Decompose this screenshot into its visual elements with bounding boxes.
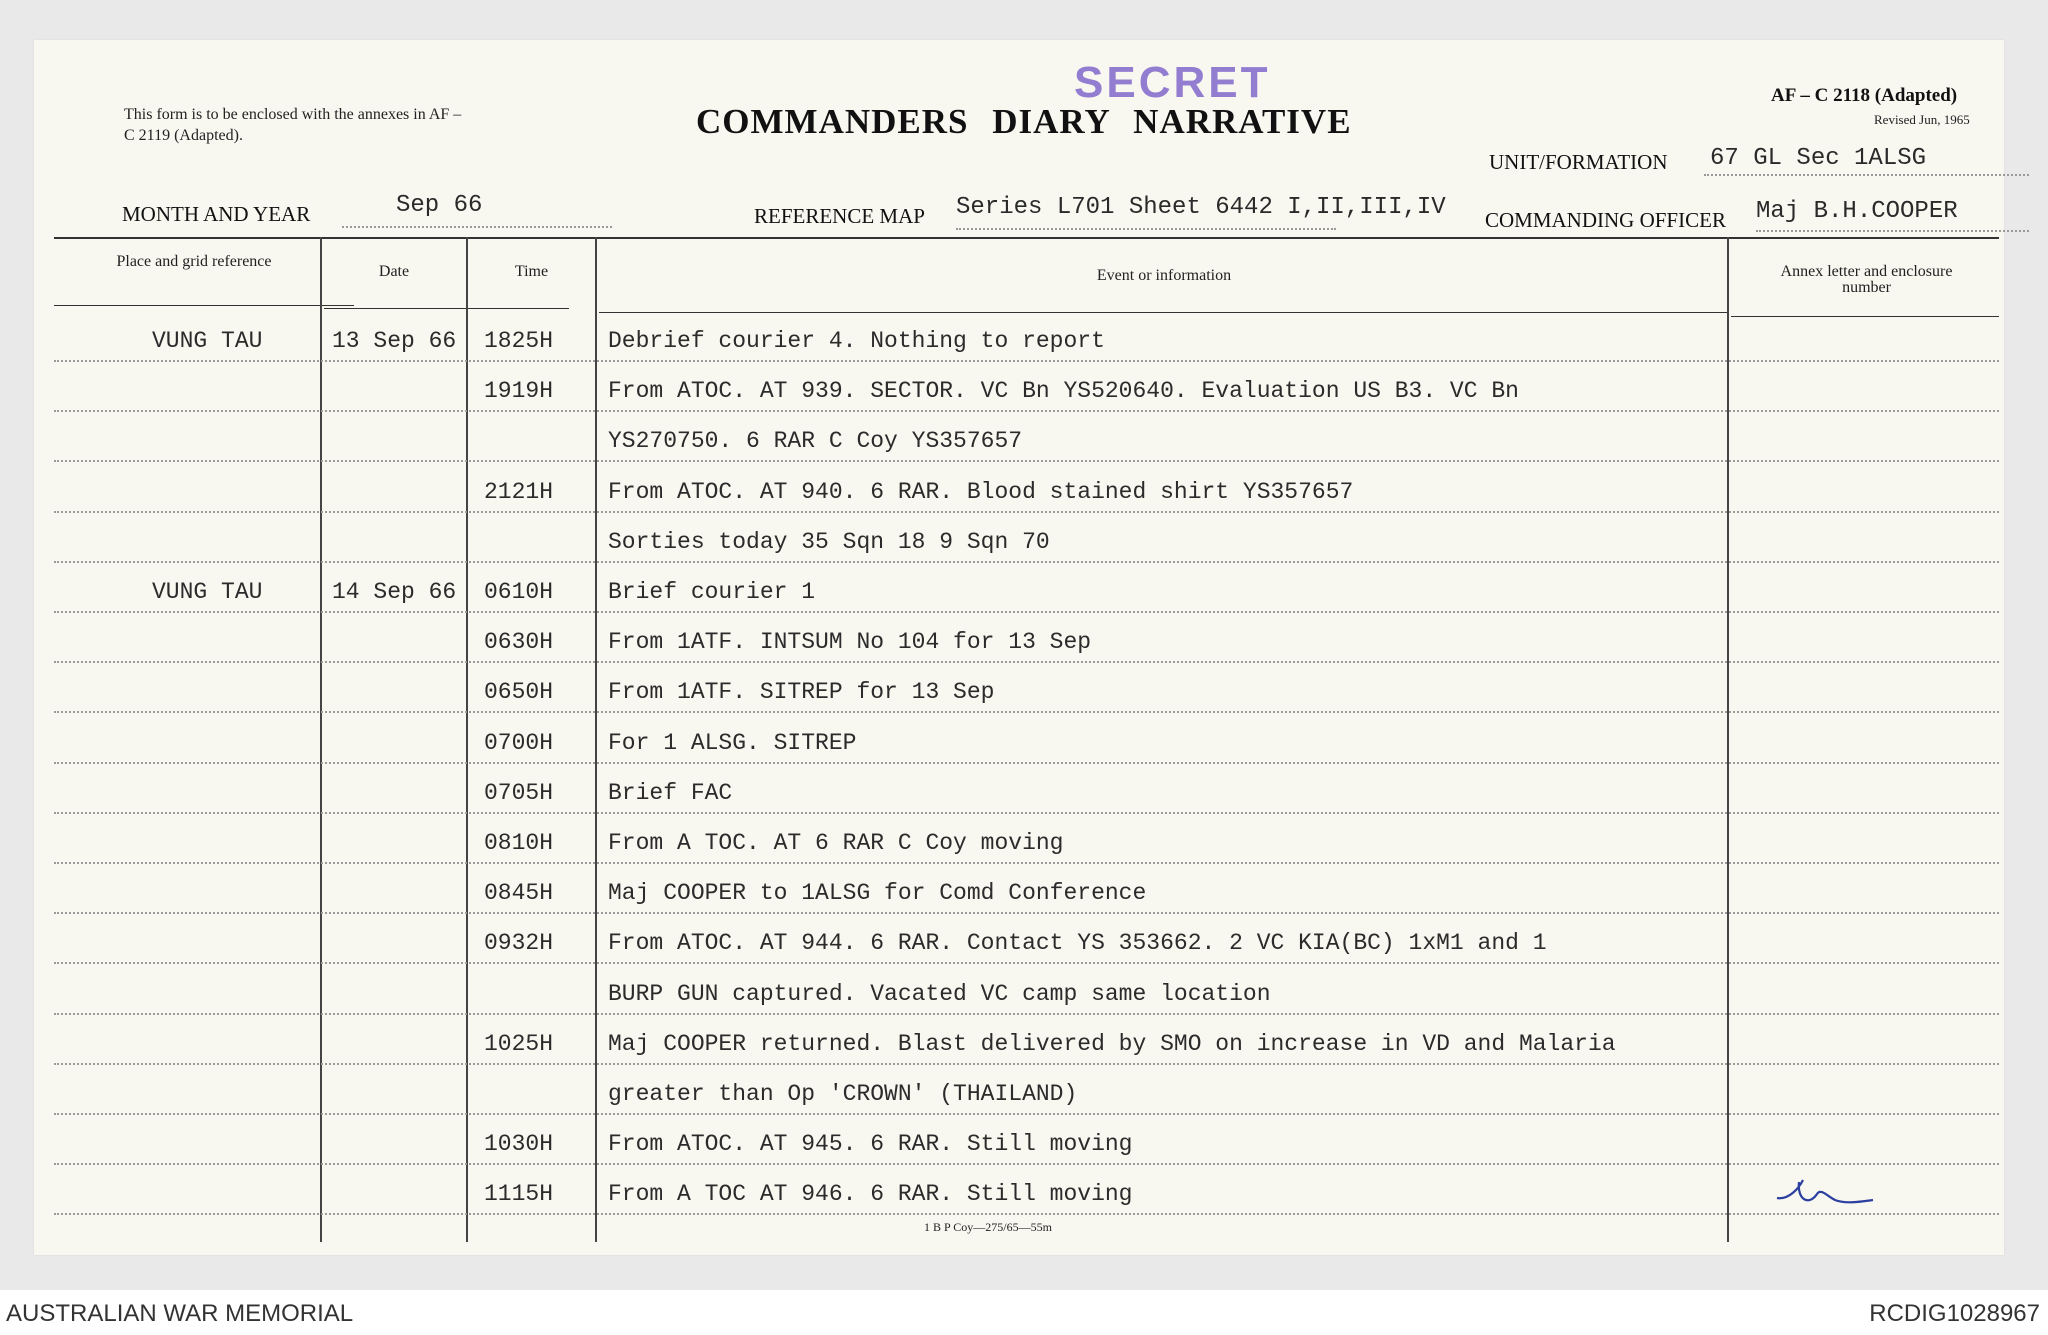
header-rule-annex: [1731, 316, 1999, 317]
revised-date: Revised Jun, 1965: [1874, 112, 1970, 127]
row-event: Sorties today 35 Sqn 18 9 Sqn 70: [608, 529, 1050, 555]
unit-underline: [1704, 174, 2029, 176]
row-place: VUNG TAU: [152, 579, 263, 605]
archive-id: RCDIG1028967: [1869, 1300, 2040, 1327]
header-event: Event or information: [1096, 267, 1232, 284]
row-rule: [54, 410, 1999, 412]
header-rule-time: [469, 308, 569, 309]
row-event: Maj COOPER to 1ALSG for Comd Conference: [608, 880, 1147, 906]
reference-map-underline: [956, 228, 1336, 230]
month-year-value: Sep 66: [396, 192, 483, 219]
row-rule: [54, 912, 1999, 914]
row-event: From A TOC AT 946. 6 RAR. Still moving: [608, 1181, 1133, 1207]
row-event: From 1ATF. INTSUM No 104 for 13 Sep: [608, 629, 1092, 655]
row-date: 13 Sep 66: [332, 328, 457, 354]
row-rule: [54, 812, 1999, 814]
row-event: From ATOC. AT 944. 6 RAR. Contact YS 353662. 2 VC KIA(BC) 1xM1 and 1: [608, 930, 1547, 956]
row-time: 1825H: [484, 328, 554, 354]
row-time: 2121H: [484, 479, 554, 505]
diary-sheet: [34, 40, 2004, 1255]
form-title: COMMANDERS DIARY NARRATIVE: [696, 102, 1352, 141]
row-event: From 1ATF. SITREP for 13 Sep: [608, 679, 995, 705]
row-rule: [54, 1113, 1999, 1115]
reference-map-label: REFERENCE MAP: [754, 204, 925, 228]
table-top-rule: [54, 237, 1999, 239]
row-rule: [54, 711, 1999, 713]
row-event: Maj COOPER returned. Blast delivered by SMO on increase in VD and Malaria: [608, 1031, 1616, 1057]
row-rule: [54, 962, 1999, 964]
signature-initials: [1769, 1170, 1879, 1220]
row-rule: [54, 360, 1999, 362]
row-time: 0630H: [484, 629, 554, 655]
form-number: AF – C 2118 (Adapted): [1771, 85, 1958, 106]
month-year-underline: [342, 226, 612, 228]
header-annex: Annex letter and enclosure number: [1780, 263, 1953, 296]
row-date: 14 Sep 66: [332, 579, 457, 605]
row-event: From ATOC. AT 945. 6 RAR. Still moving: [608, 1131, 1133, 1157]
column-rule-2: [466, 237, 468, 1242]
enclosure-note: This form is to be enclosed with the annexes in AF – C 2119 (Adapted).: [124, 106, 462, 144]
header-date: Date: [378, 263, 410, 280]
row-event: From A TOC. AT 6 RAR C Coy moving: [608, 830, 1064, 856]
row-time: 0932H: [484, 930, 554, 956]
co-underline: [1756, 230, 2029, 232]
row-event: YS270750. 6 RAR C Coy YS357657: [608, 428, 1023, 454]
row-event: BURP GUN captured. Vacated VC camp same location: [608, 981, 1271, 1007]
row-time: 0610H: [484, 579, 554, 605]
row-rule: [54, 1213, 1999, 1215]
header-rule-event: [599, 312, 1729, 313]
column-rule-4: [1727, 237, 1729, 1242]
row-place: VUNG TAU: [152, 328, 263, 354]
row-rule: [54, 511, 1999, 513]
row-rule: [54, 661, 1999, 663]
row-time: 1030H: [484, 1131, 554, 1157]
column-rule-3: [595, 237, 597, 1242]
row-rule: [54, 862, 1999, 864]
archive-name: AUSTRALIAN WAR MEMORIAL: [6, 1300, 354, 1327]
unit-value: 67 GL Sec 1ALSG: [1710, 145, 1927, 172]
row-event: Brief FAC: [608, 780, 733, 806]
row-rule: [54, 762, 1999, 764]
row-time: 0845H: [484, 880, 554, 906]
row-rule: [54, 561, 1999, 563]
row-rule: [54, 611, 1999, 613]
row-time: 0705H: [484, 780, 554, 806]
printer-code: 1 B P Coy—275/65—55m: [924, 1220, 1052, 1234]
row-rule: [54, 1063, 1999, 1065]
row-event: Debrief courier 4. Nothing to report: [608, 328, 1105, 354]
row-time: 0810H: [484, 830, 554, 856]
row-rule: [54, 1013, 1999, 1015]
row-event: From ATOC. AT 939. SECTOR. VC Bn YS520640. Evaluation US B3. VC Bn: [608, 378, 1519, 404]
month-year-label: MONTH AND YEAR: [122, 202, 311, 226]
header-time: Time: [514, 263, 549, 280]
commanding-officer-value: Maj B.H.COOPER: [1756, 198, 1958, 225]
row-time: 1115H: [484, 1181, 554, 1207]
row-rule: [54, 460, 1999, 462]
row-event: Brief courier 1: [608, 579, 816, 605]
row-time: 1919H: [484, 378, 554, 404]
row-time: 1025H: [484, 1031, 554, 1057]
row-time: 0650H: [484, 679, 554, 705]
row-event: greater than Op 'CROWN' (THAILAND): [608, 1081, 1078, 1107]
reference-map-value: Series L701 Sheet 6442 I,II,III,IV: [956, 194, 1446, 221]
header-place: Place and grid reference: [116, 253, 272, 270]
row-rule: [54, 1163, 1999, 1165]
row-time: 0700H: [484, 730, 554, 756]
row-event: From ATOC. AT 940. 6 RAR. Blood stained shirt YS357657: [608, 479, 1354, 505]
secret-stamp: SECRET: [1074, 58, 1271, 107]
header-rule-place: [54, 305, 354, 306]
commanding-officer-label: COMMANDING OFFICER: [1485, 208, 1726, 232]
unit-label: UNIT/FORMATION: [1489, 150, 1668, 174]
column-rule-1: [320, 237, 322, 1242]
row-event: For 1 ALSG. SITREP: [608, 730, 857, 756]
